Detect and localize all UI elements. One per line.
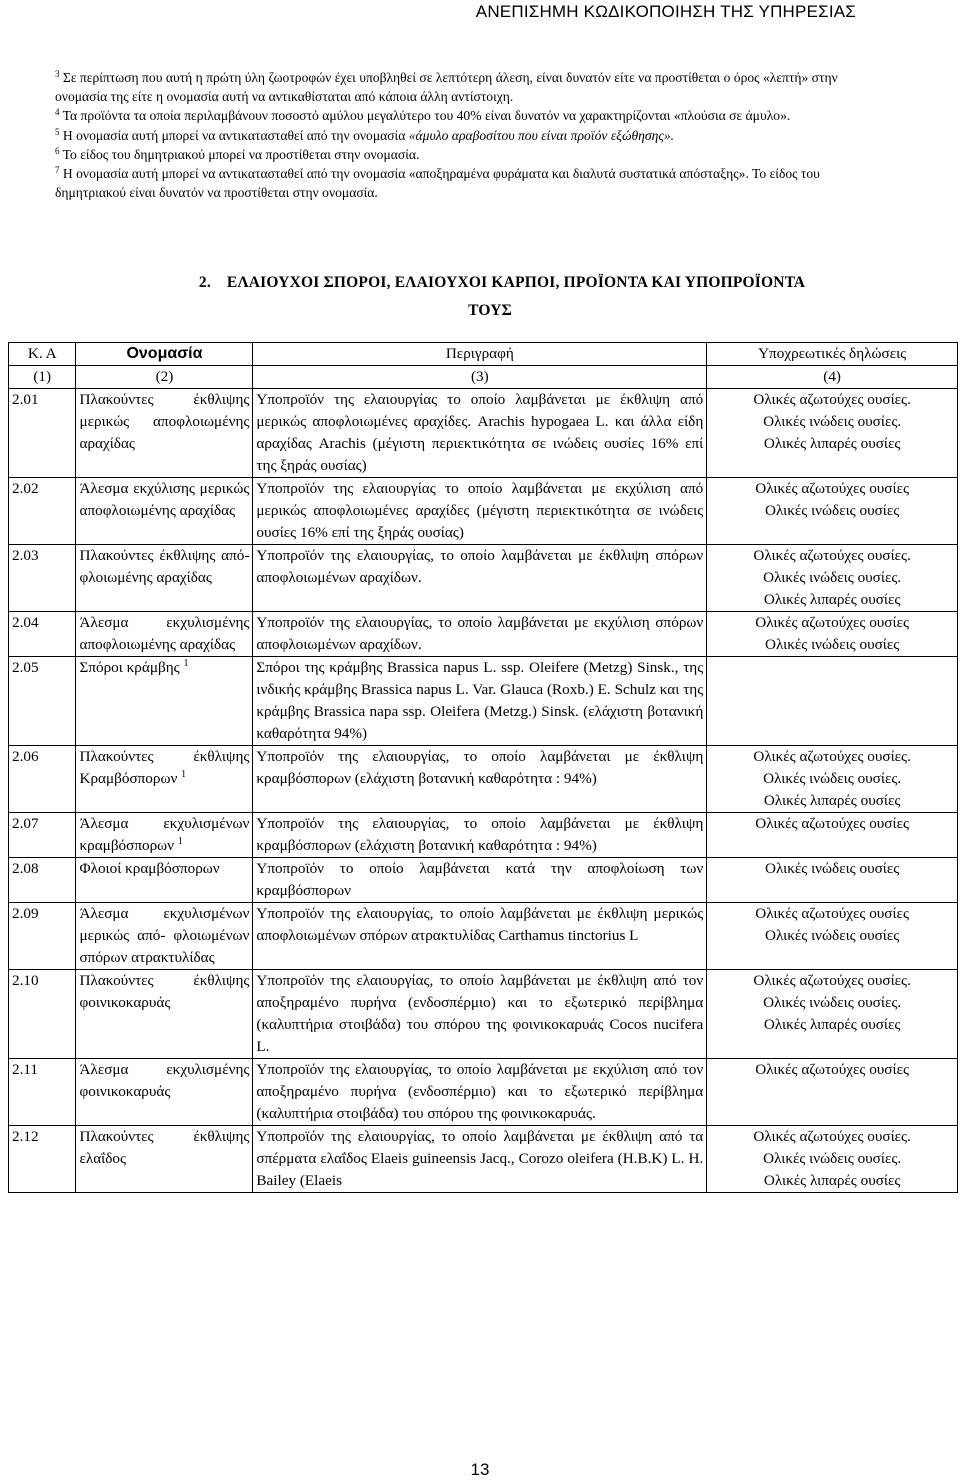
row-obligations <box>707 545 958 612</box>
row-name-text: Πλακούντες έκθλιψης Κραμβόσπορων <box>79 748 250 787</box>
header-code: Κ. Α <box>9 343 76 366</box>
feed-materials-table <box>8 342 958 1193</box>
row-obligations <box>707 1126 958 1193</box>
section-title-line2: ΤΟΥΣ <box>468 302 512 319</box>
table-row <box>9 389 958 478</box>
obligation-item: Ολικές αζωτούχες ουσίες. <box>753 972 911 989</box>
table-index-row <box>9 366 958 389</box>
obligation-item: Ολικές αζωτούχες ουσίες. <box>753 547 911 564</box>
obligation-item: Ολικές αζωτούχες ουσίες. <box>753 748 911 765</box>
row-name-footnote-ref: 1 <box>183 658 189 669</box>
row-code: 2.12 <box>9 1126 76 1193</box>
row-description: Υποπροϊόν της ελαιουργίας το οποίο λαμβάνεται με εκχύλιση από μερικώς αποφλοιωμένες αραχίδες (μέγιστη περιεκτικότητα σε ινώδεις ουσίες 16% επί της ξηράς ουσίας) <box>253 478 707 545</box>
obligation-item: Ολικές αζωτούχες ουσίες <box>755 815 909 832</box>
row-obligations <box>707 612 958 657</box>
row-description: Υποπροϊόν της ελαιουργίας το οποίο λαμβάνεται με έκθλιψη από μερικώς αποφλοιωμένες αραχίδες. Arachis hypogaea L. και άλλα είδη αραχίδας Arachis (μέγιστη περιεκτικότητα σε ινώδεις ουσίες 16% επί της ξηράς ουσίας) <box>253 389 707 478</box>
obligation-item: Ολικές ινώδεις ουσίες. <box>763 1150 902 1167</box>
obligation-item: Ολικές λιπαρές ουσίες <box>763 1172 901 1189</box>
document-header: ΑΝΕΠΙΣΗΜΗ ΚΩΔΙΚΟΠΟΙΗΣΗ ΤΗΣ ΥΠΗΡΕΣΙΑΣ <box>475 2 856 21</box>
row-description: Υποπροϊόν της ελαιουργίας, το οποίο λαμβάνεται με εκχύλιση σπόρων αποφλοιωμένων αραχίδων. <box>253 612 707 657</box>
index-desc: (3) <box>253 366 707 389</box>
row-name <box>76 478 253 545</box>
row-code: 2.11 <box>9 1059 76 1126</box>
row-name-text: Πλακούντες έκθλιψης από- φλοιωμένης αραχίδας <box>79 547 250 586</box>
row-obligations <box>707 858 958 903</box>
obligation-item: Ολικές ινώδεις ουσίες. <box>763 994 902 1011</box>
row-code: 2.03 <box>9 545 76 612</box>
row-obligations <box>707 970 958 1059</box>
table-row <box>9 1059 958 1126</box>
row-code: 2.09 <box>9 903 76 970</box>
table-row <box>9 612 958 657</box>
row-name-text: Άλεσμα εκχυλισμένων κραμβόσπορων <box>79 815 250 854</box>
obligation-item: Ολικές αζωτούχες ουσίες <box>755 905 909 922</box>
row-obligations <box>707 657 958 746</box>
row-name-text: Άλεσμα εκχυλισμένων μερικώς από- φλοιωμένων σπόρων ατρακτυλίδας <box>79 905 250 966</box>
row-description: Υποπροϊόν της ελαιουργίας, το οποίο λαμβάνεται με έκθλιψη κραμβόσπορων (ελάχιστη βοτανική καθαρότητα : 94%) <box>253 746 707 813</box>
index-name: (2) <box>76 366 253 389</box>
row-description: Υποπροϊόν της ελαιουργίας, το οποίο λαμβάνεται με έκθλιψη από τα σπέρματα ελαΐδος Elaeis guineensis Jacq., Corozo oleifera (H.B.K) L. H. Bailey (Elaeis <box>253 1126 707 1193</box>
header-name: Ονομασία <box>76 343 253 366</box>
index-code: (1) <box>9 366 76 389</box>
index-obligations: (4) <box>707 366 958 389</box>
obligation-item: Ολικές ινώδεις ουσίες. <box>763 569 902 586</box>
row-obligations <box>707 1059 958 1126</box>
footnote-7: $^7$ Η ονομασία αυτή μπορεί να αντικατασταθεί από την ονομασία «αποξηραμένα φυράματα και διαλυτά συστατικά απόσταξης». Το είδος του δημητριακού είναι δυνατόν να προστίθεται στην ονομασία. <box>55 165 820 201</box>
row-name-footnote-ref: 1 <box>177 836 183 847</box>
row-description: Υποπροϊόν της ελαιουργίας, το οποίο λαμβάνεται με εκχύλιση από τον αποξηραμένο πυρήνα (ενδοσπέρμιο) και το εξωτερικό περίβλημα (καλυπτήρια στοιβάδα) του σπόρου της φοινικοκαρυάς. <box>253 1059 707 1126</box>
row-name <box>76 612 253 657</box>
row-obligations <box>707 389 958 478</box>
row-name <box>76 1126 253 1193</box>
table-header-row <box>9 343 958 366</box>
row-name-footnote-ref: 1 <box>181 769 187 780</box>
row-name-text: Πλακούντες έκθλιψης ελαΐδος <box>79 1128 250 1167</box>
obligation-item: Ολικές ινώδεις ουσίες <box>765 860 900 877</box>
row-code: 2.01 <box>9 389 76 478</box>
table-row <box>9 657 958 746</box>
section-number: 2. <box>198 274 211 291</box>
section-title <box>0 274 960 320</box>
table-row <box>9 903 958 970</box>
row-name <box>76 389 253 478</box>
header-desc: Περιγραφή <box>253 343 707 366</box>
footnote-5: $^5$ Η ονομασία αυτή μπορεί να αντικατασταθεί από την ονομασία «άμυλο αραβοσίτου που είναι προϊόν εξώθησης». <box>55 126 675 143</box>
obligation-item: Ολικές λιπαρές ουσίες <box>763 792 901 809</box>
row-name-text: Πλακούντες έκθλιψης φοινικοκαρυάς <box>79 972 250 1011</box>
table-row <box>9 545 958 612</box>
obligation-item: Ολικές λιπαρές ουσίες <box>763 1016 901 1033</box>
row-obligations <box>707 746 958 813</box>
row-name-text: Φλοιοί κραμβόσπορων <box>79 860 220 877</box>
row-name <box>76 813 253 858</box>
obligation-item: Ολικές αζωτούχες ουσίες. <box>753 391 911 408</box>
header-obligations: Υποχρεωτικές δηλώσεις <box>707 343 958 366</box>
obligation-item: Ολικές ινώδεις ουσίες <box>765 502 900 519</box>
obligation-item: Ολικές αζωτούχες ουσίες <box>755 1061 909 1078</box>
row-name <box>76 858 253 903</box>
row-code: 2.04 <box>9 612 76 657</box>
row-code: 2.02 <box>9 478 76 545</box>
row-name-text: Πλακούντες έκθλιψης μερικώς αποφλοιωμένης αραχίδας <box>79 391 250 452</box>
row-name-text: Άλεσμα εκχύλισης μερικώς αποφλοιωμένης αραχίδας <box>79 480 250 519</box>
footnote-4: $^4$ Τα προϊόντα τα οποία περιλαμβάνουν ποσοστό αμύλου μεγαλύτερο του 40% είναι δυνατόν να χαρακτηρίζονται «πλούσια σε άμυλο». <box>55 107 791 124</box>
table-row <box>9 1126 958 1193</box>
row-description: Υποπροϊόν της ελαιουργίας, το οποίο λαμβάνεται με έκθλιψη από τον αποξηραμένο πυρήνα (ενδοσπέρμιο) και το εξωτερικό περίβλημα (καλυπτήρια στοιβάδα) του σπόρου της φοινικοκαρυάς Cocos nucifera L. <box>253 970 707 1059</box>
obligation-item: Ολικές ινώδεις ουσίες. <box>763 770 902 787</box>
row-code: 2.05 <box>9 657 76 746</box>
obligation-item: Ολικές ινώδεις ουσίες. <box>763 413 902 430</box>
table-row <box>9 478 958 545</box>
row-name <box>76 545 253 612</box>
row-code: 2.07 <box>9 813 76 858</box>
row-obligations <box>707 903 958 970</box>
row-code: 2.10 <box>9 970 76 1059</box>
footnotes <box>55 68 855 202</box>
row-obligations <box>707 478 958 545</box>
row-description: Υποπροϊόν της ελαιουργίας, το οποίο λαμβάνεται με έκθλιψη κραμβόσπορων (ελάχιστη βοτανική καθαρότητα : 94%) <box>253 813 707 858</box>
row-name <box>76 903 253 970</box>
row-name <box>76 657 253 746</box>
obligation-item: Ολικές ινώδεις ουσίες <box>765 636 900 653</box>
row-name <box>76 746 253 813</box>
obligation-item: Ολικές αζωτούχες ουσίες. <box>753 1128 911 1145</box>
table-row <box>9 970 958 1059</box>
row-code: 2.08 <box>9 858 76 903</box>
obligation-item: Ολικές αζωτούχες ουσίες <box>755 480 909 497</box>
row-name-text: Άλεσμα εκχυλισμένης φοινικοκαρυάς <box>79 1061 250 1100</box>
row-code: 2.06 <box>9 746 76 813</box>
row-description: Υποπροϊόν της ελαιουργίας, το οποίο λαμβάνεται με έκθλιψη μερικώς αποφλοιωμένων σπόρων ατρακτυλίδας Carthamus tinctorius L <box>253 903 707 970</box>
footnote-3: $^3$ Σε περίπτωση που αυτή η πρώτη ύλη ζωοτροφών έχει υποβληθεί σε λεπτότερη άλεση, είναι δυνατόν είτε να προστίθεται ο όρος «λεπτή» στην ονομασία της είτε η ονομασία αυτή να αντικαθίσταται από κάποια άλλη αντίστοιχη. <box>55 69 838 105</box>
obligation-item: Ολικές αζωτούχες ουσίες <box>755 614 909 631</box>
row-description: Σπόροι της κράμβης Brassica napus L. ssp. Oleifere (Metzg) Sinsk., της ινδικής κράμβης Brassica napus L. Var. Glauca (Roxb.) E. Schulz και της κράμβης Brassica napa ssp. Oleifera (Metzg.) Sinsk. (ελάχιστη βοτανική καθαρότητα 94%) <box>253 657 707 746</box>
obligation-item: Ολικές λιπαρές ουσίες <box>763 591 901 608</box>
row-name-text: Άλεσμα εκχυλισμένης αποφλοιωμένης αραχίδας <box>79 614 250 653</box>
section-title-line1: ΕΛΑΙΟΥΧΟΙ ΣΠΟΡΟΙ, ΕΛΑΙΟΥΧΟΙ ΚΑΡΠΟΙ, ΠΡΟΪΟΝΤΑ ΚΑΙ ΥΠΟΠΡΟΪΟΝΤΑ <box>226 274 806 291</box>
obligation-item: Ολικές λιπαρές ουσίες <box>763 435 901 452</box>
row-name <box>76 970 253 1059</box>
row-name <box>76 1059 253 1126</box>
table-row <box>9 746 958 813</box>
row-name-text: Σπόροι κράμβης <box>79 659 180 676</box>
obligation-item: Ολικές ινώδεις ουσίες <box>765 927 900 944</box>
row-description: Υποπροϊόν το οποίο λαμβάνεται κατά την αποφλοίωση των κραμβόσπορων <box>253 858 707 903</box>
footnote-6: $^6$ Το είδος του δημητριακού μπορεί να προστίθεται στην ονομασία. <box>55 145 420 162</box>
table-row <box>9 858 958 903</box>
row-description: Υποπροϊόν της ελαιουργίας, το οποίο λαμβάνεται με έκθλιψη σπόρων αποφλοιωμένων αραχίδων. <box>253 545 707 612</box>
table-row <box>9 813 958 858</box>
page-number: 13 <box>470 1460 490 1479</box>
row-obligations <box>707 813 958 858</box>
